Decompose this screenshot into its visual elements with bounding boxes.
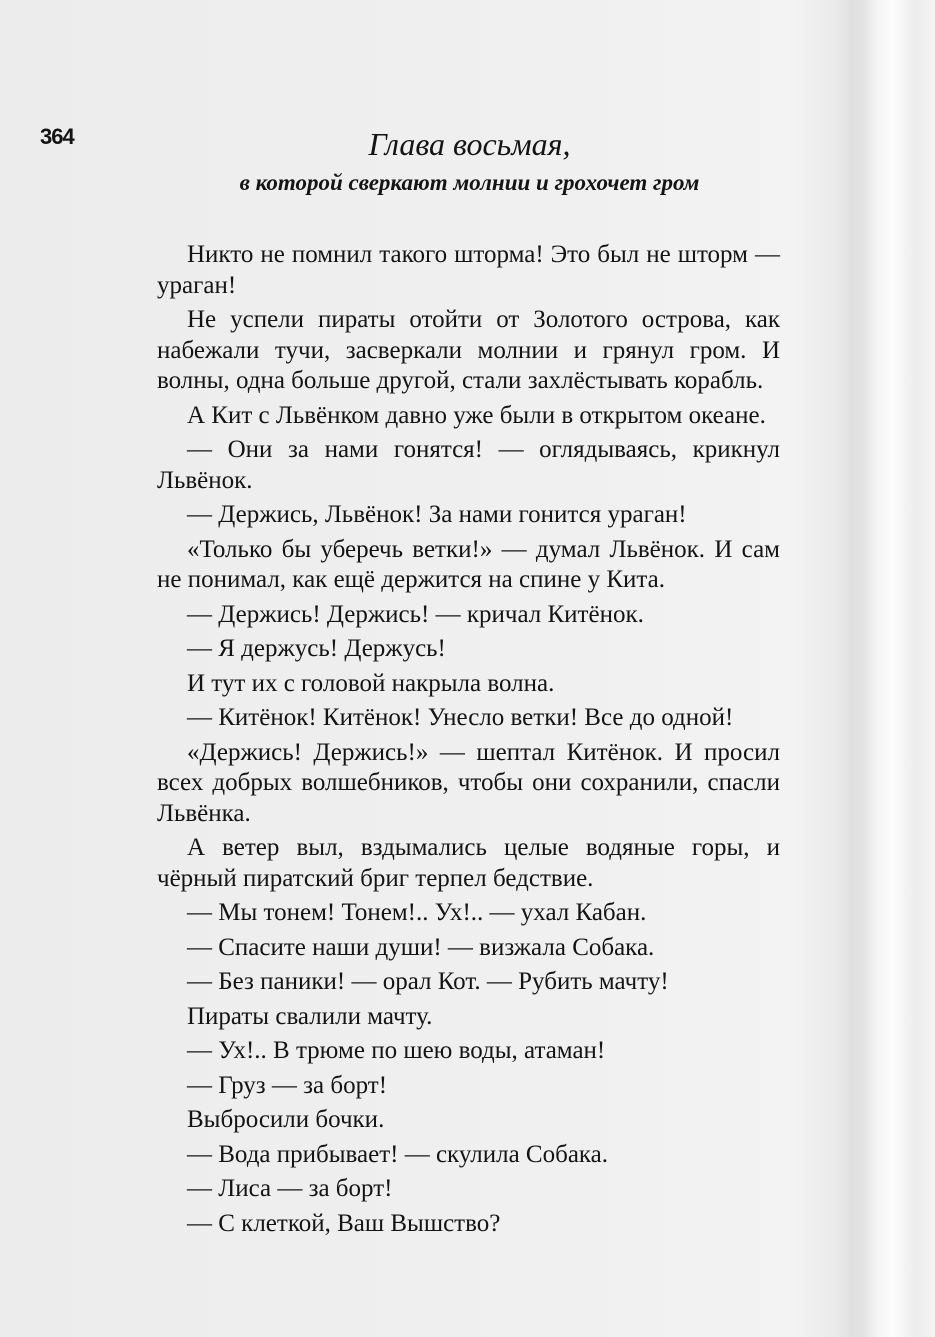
paragraph: «Держись! Держись!» — шептал Китёнок. И просил всех добрых волшебников, чтобы они сохранили, спасли Львёнка.	[157, 738, 780, 827]
paragraph: — Мы тонем! Тонем!.. Ух!.. — ухал Кабан.	[187, 899, 647, 926]
page-number: 364	[40, 124, 74, 149]
paragraph: А ветер выл, вздымались целые водяные горы, и чёрный пиратский бриг терпел бедствие.	[157, 834, 780, 892]
chapter-text	[157, 240, 780, 1239]
book-spine-shadow	[840, 0, 935, 1337]
paragraph: — Спасите наши души! — визжала Собака.	[187, 933, 655, 961]
paragraph: — Держись! Держись! — кричал Китёнок.	[187, 600, 644, 628]
paragraph: Никто не помнил такого шторма! Это был не шторм — ураган!	[157, 241, 780, 299]
paragraph: И тут их с головой накрыла волна.	[187, 669, 555, 697]
paragraph: — Лиса — за борт!	[187, 1175, 393, 1202]
chapter-subtitle: в которой сверкают молнии и грохочет гром	[239, 170, 700, 195]
paragraph: — Вода прибывает! — скулила Собака.	[187, 1140, 609, 1168]
paragraph: «Только бы уберечь ветки!» — думал Львёнок. И сам не понимал, как ещё держится на спине у Кита.	[157, 535, 780, 593]
paragraph: Не успели пираты отойти от Золотого острова, как набежали тучи, засверкали молнии и грянул гром. И волны, одна больше другой, стали захлёстывать корабль.	[157, 306, 780, 394]
paragraph: — Я держусь! Держусь!	[187, 635, 446, 662]
paragraph: — Ух!.. В трюме по шею воды, атаман!	[187, 1037, 606, 1064]
paragraph: — Без паники! — орал Кот. — Рубить мачту!	[187, 968, 669, 995]
chapter-title: Глава восьмая,	[368, 126, 571, 162]
paragraph: Выбросили бочки.	[187, 1106, 385, 1133]
paragraph: — Держись, Львёнок! За нами гонится ураган!	[187, 501, 687, 528]
paragraph: Пираты свалили мачту.	[187, 1002, 433, 1030]
paragraph: — С клеткой, Ваш Вышство?	[187, 1209, 501, 1237]
paragraph: — Китёнок! Китёнок! Унесло ветки! Все до одной!	[187, 704, 734, 731]
paragraph: А Кит с Львёнком давно уже были в открытом океане.	[187, 401, 766, 429]
paragraph: — Они за нами гонятся! — оглядываясь, крикнул Львёнок.	[157, 436, 780, 494]
paragraph: — Груз — за борт!	[187, 1071, 388, 1099]
